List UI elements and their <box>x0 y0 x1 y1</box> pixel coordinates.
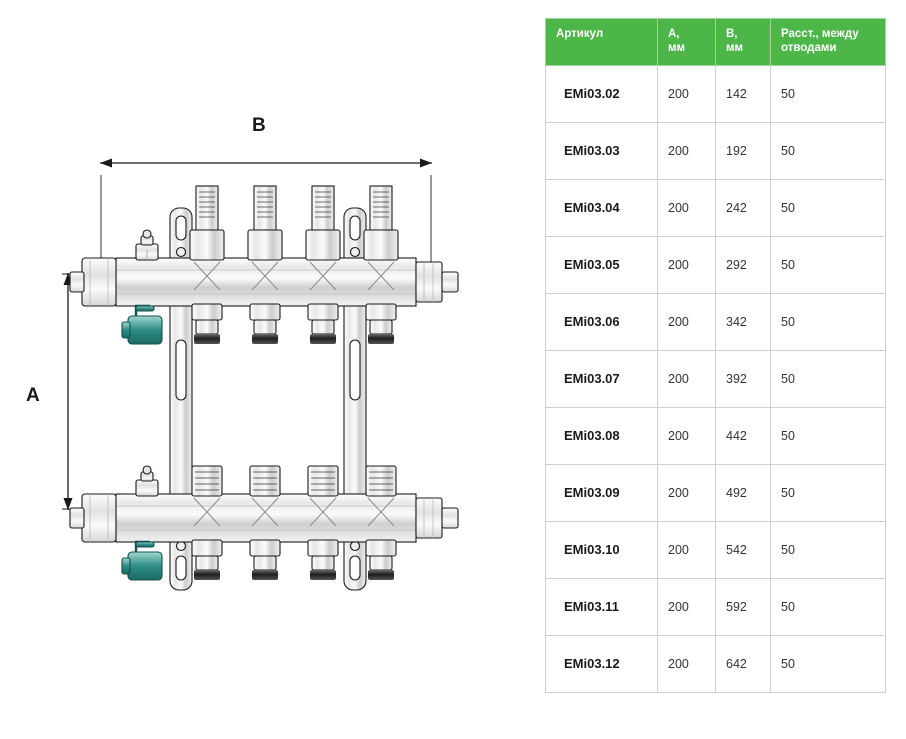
table-row <box>546 578 886 635</box>
cell-article: EMi03.10 <box>546 521 658 578</box>
end-nipple-bottom-right <box>416 498 458 538</box>
cell-spacing: 50 <box>771 179 886 236</box>
dimension-label-b: B <box>252 115 267 136</box>
table-row <box>546 464 886 521</box>
cell-spacing: 50 <box>771 350 886 407</box>
table-row <box>546 122 886 179</box>
table-row <box>546 65 886 122</box>
cell-b: 292 <box>716 236 771 293</box>
cell-b: 392 <box>716 350 771 407</box>
cell-a: 200 <box>658 179 716 236</box>
cell-b: 142 <box>716 65 771 122</box>
cell-b: 592 <box>716 578 771 635</box>
drain-valve-bottom <box>122 542 162 580</box>
cell-a: 200 <box>658 122 716 179</box>
cell-spacing: 50 <box>771 122 886 179</box>
table-row <box>546 293 886 350</box>
cell-article: EMi03.04 <box>546 179 658 236</box>
cell-a: 200 <box>658 65 716 122</box>
cell-b: 342 <box>716 293 771 350</box>
cell-article: EMi03.12 <box>546 635 658 692</box>
air-vent-bottom <box>136 466 158 496</box>
cell-article: EMi03.07 <box>546 350 658 407</box>
cell-spacing: 50 <box>771 464 886 521</box>
cell-article: EMi03.05 <box>546 236 658 293</box>
cell-a: 200 <box>658 350 716 407</box>
cell-article: EMi03.03 <box>546 122 658 179</box>
end-cap-top-left <box>70 258 116 306</box>
cell-article: EMi03.11 <box>546 578 658 635</box>
cell-b: 542 <box>716 521 771 578</box>
cell-a: 200 <box>658 407 716 464</box>
dimension-arrow-a <box>62 273 120 510</box>
table-row <box>546 635 886 692</box>
column-header-spacing-line1: Расст., между <box>781 28 859 40</box>
specification-table <box>545 18 886 693</box>
cell-spacing: 50 <box>771 635 886 692</box>
column-header-a <box>658 19 716 66</box>
column-header-spacing <box>771 19 886 66</box>
cell-spacing: 50 <box>771 293 886 350</box>
cell-b: 642 <box>716 635 771 692</box>
specification-table-wrapper <box>545 18 887 693</box>
cell-b: 192 <box>716 122 771 179</box>
cell-spacing: 50 <box>771 236 886 293</box>
cell-a: 200 <box>658 578 716 635</box>
cell-article: EMi03.06 <box>546 293 658 350</box>
cell-b: 442 <box>716 407 771 464</box>
cell-spacing: 50 <box>771 65 886 122</box>
table-row <box>546 236 886 293</box>
end-cap-bottom-left <box>70 494 116 542</box>
cell-article: EMi03.02 <box>546 65 658 122</box>
column-header-article-text: Артикул <box>556 28 604 40</box>
cell-article: EMi03.08 <box>546 407 658 464</box>
table-row <box>546 350 886 407</box>
cell-a: 200 <box>658 293 716 350</box>
end-nipple-top-right <box>416 262 458 302</box>
cell-spacing: 50 <box>771 521 886 578</box>
table-row <box>546 179 886 236</box>
column-header-article <box>546 19 658 66</box>
column-header-a-line1: A, <box>668 28 680 40</box>
table-body <box>546 65 886 692</box>
table-header-row <box>546 19 886 66</box>
column-header-b-line2: мм <box>726 42 744 55</box>
cell-article: EMi03.09 <box>546 464 658 521</box>
column-header-b-line1: B, <box>726 28 738 40</box>
cell-spacing: 50 <box>771 407 886 464</box>
air-vent-top <box>136 230 158 260</box>
cell-b: 242 <box>716 179 771 236</box>
cell-a: 200 <box>658 464 716 521</box>
table-row <box>546 521 886 578</box>
cell-spacing: 50 <box>771 578 886 635</box>
dimension-label-a: A <box>26 385 41 406</box>
table-row <box>546 407 886 464</box>
drain-valve-top <box>122 306 162 344</box>
cell-b: 492 <box>716 464 771 521</box>
column-header-a-line2: мм <box>668 42 686 55</box>
column-header-b <box>716 19 771 66</box>
cell-a: 200 <box>658 521 716 578</box>
cell-a: 200 <box>658 236 716 293</box>
cell-a: 200 <box>658 635 716 692</box>
column-header-spacing-line2: отводами <box>781 42 837 55</box>
